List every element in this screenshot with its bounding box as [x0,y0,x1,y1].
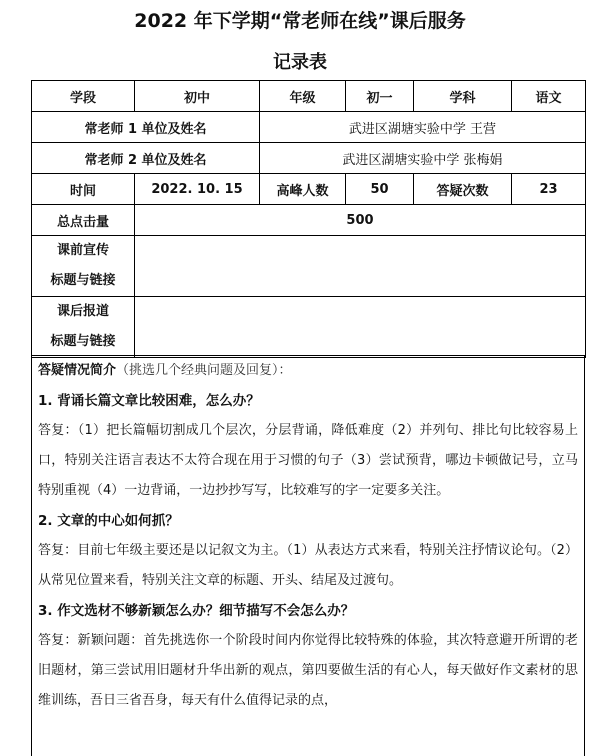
summary-heading-note: （挑选几个经典问题及回复）： [116,363,292,378]
qa-summary [31,355,585,756]
teacher2-value: 武进区湖塘实验中学 张梅娟 [260,143,586,174]
post-report-label-line1: 课后报道 [56,304,109,319]
time-label: 时间 [32,174,135,205]
post-report-label [32,297,135,358]
stage-value: 初中 [135,81,260,112]
question-2: 2. 文章的中心如何抓？ [38,513,179,529]
answers-value: 23 [512,174,586,205]
time-value: 2022. 10. 15 [135,174,260,205]
page-title: 2022 年下学期“常老师在线”课后服务 [134,10,466,32]
grade-value: 初一 [346,81,414,112]
summary-heading: 答疑情况简介 [38,363,117,378]
page-subtitle: 记录表 [273,52,327,73]
peak-value: 50 [346,174,414,205]
answers-label: 答疑次数 [414,174,512,205]
teacher1-label: 常老师 1 单位及姓名 [32,112,260,143]
clicks-value: 500 [135,205,586,236]
grade-label: 年级 [260,81,346,112]
post-report-value [135,297,586,358]
pre-promo-label-line2: 标题与链接 [50,273,116,288]
stage-label: 学段 [32,81,135,112]
question-1: 1. 背诵长篇文章比较困难，怎么办？ [38,393,260,409]
pre-promo-label-line1: 课前宣传 [56,243,109,258]
subject-label: 学科 [414,81,512,112]
answer-1: 答复：（1）把长篇幅切割成几个层次，分层背诵，降低难度（2）并列句、排比句比较容易上口，特别关注语言表达不太符合现在用于习惯的句子（3）尝试预背，哪边卡顿做记号，立马特别重视（4）一边背诵，一边抄抄写写，比较难写的字一定要多关注。 [38,423,578,498]
clicks-label: 总点击量 [32,205,135,236]
peak-label: 高峰人数 [260,174,346,205]
post-report-label-line2: 标题与链接 [50,334,116,349]
subject-value: 语文 [512,81,586,112]
answer-3: 答复：新颖问题：首先挑选你一个阶段时间内你觉得比较特殊的体验，其次特意避开所谓的老旧题材，第三尝试用旧题材升华出新的观点，第四要做生活的有心人，每天做好作文素材的思维训练，吾日三省吾身，每天有什么值得记录的点， [38,633,578,708]
teacher1-value: 武进区湖塘实验中学 王营 [260,112,586,143]
answer-2: 答复：目前七年级主要还是以记叙文为主。（1）从表达方式来看，特别关注抒情议论句。（2）从常见位置来看，特别关注文章的标题、开头、结尾及过渡句。 [38,543,578,588]
teacher2-label: 常老师 2 单位及姓名 [32,143,260,174]
question-3: 3. 作文选材不够新颖怎么办？细节描写不会怎么办？ [38,603,355,619]
pre-promo-value [135,236,586,297]
pre-promo-label [32,236,135,297]
record-table [31,80,586,358]
